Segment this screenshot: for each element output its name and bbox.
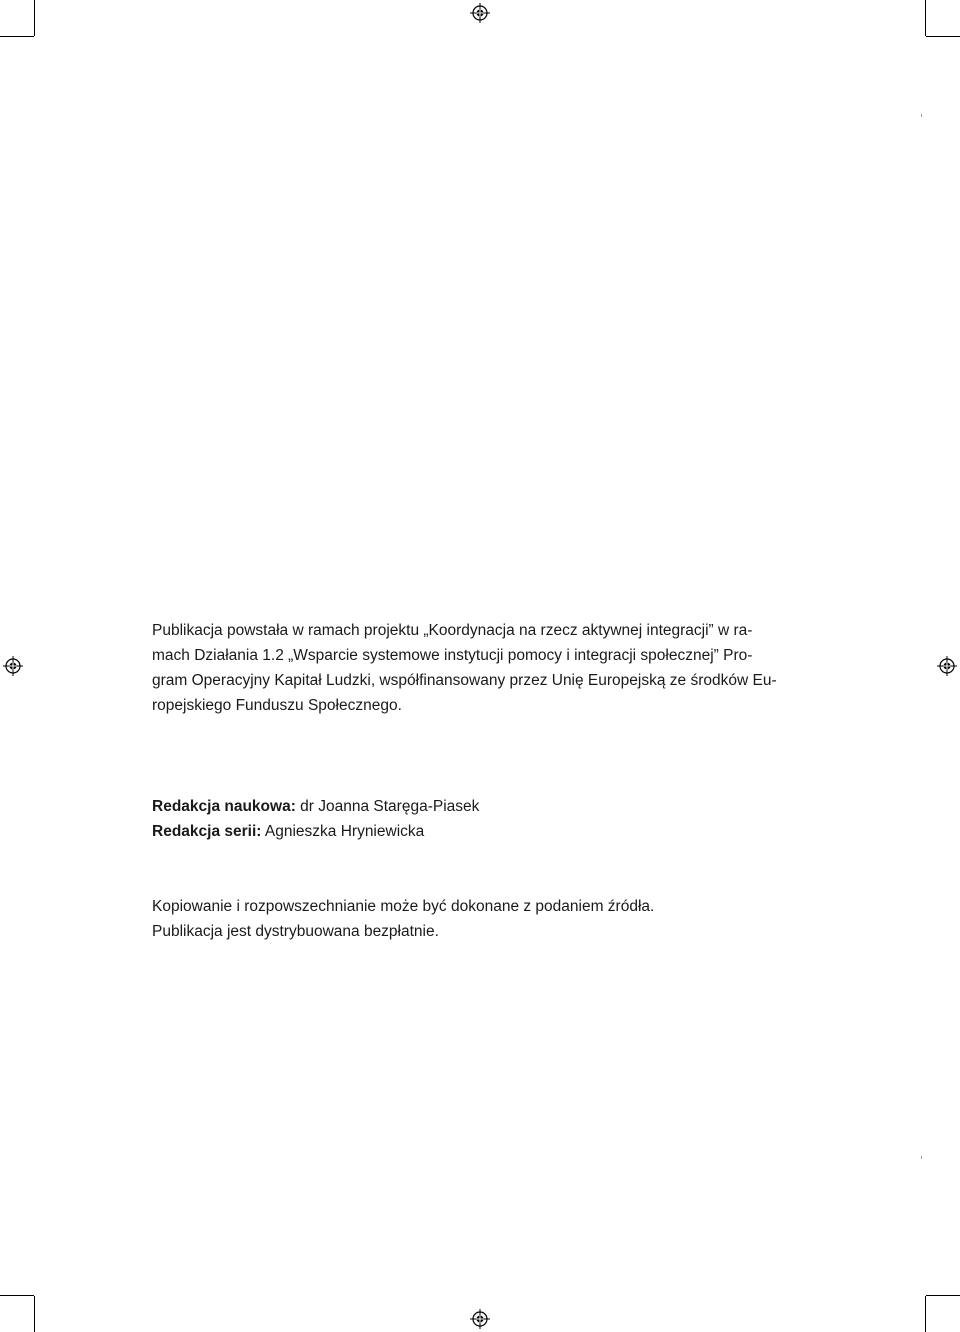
publication-info-paragraph <box>152 618 792 718</box>
editors-block <box>152 794 792 844</box>
crop-mark-bottom-left-vertical <box>34 1296 35 1332</box>
crop-mark-top-left-horizontal <box>0 36 34 37</box>
trim-tick-upper <box>921 114 922 117</box>
registration-mark-bottom-icon <box>470 1309 490 1329</box>
scientific-editor-value: dr Joanna Staręga-Piasek <box>295 798 480 815</box>
crop-mark-bottom-right-horizontal <box>926 1295 960 1296</box>
notices-block <box>152 894 792 944</box>
paragraph-line-3: gram Operacyjny Kapitał Ludzki, współfinansowany przez Unię Europejską ze środków Eu- <box>152 672 777 689</box>
trim-tick-lower <box>921 1156 922 1159</box>
series-editor-row <box>152 819 792 844</box>
copy-notice: Kopiowanie i rozpowszechnianie może być dokonane z podaniem źródła. <box>152 898 655 915</box>
crop-mark-top-left-vertical <box>34 0 35 36</box>
scientific-editor-row <box>152 794 792 819</box>
paragraph-line-2: mach Działania 1.2 „Wsparcie systemowe instytucji pomocy i integracji społecznej” Pro- <box>152 647 753 664</box>
crop-mark-bottom-left-horizontal <box>0 1295 34 1296</box>
registration-mark-right-icon <box>937 656 957 676</box>
crop-mark-top-right-horizontal <box>926 36 960 37</box>
series-editor-label: Redakcja serii: <box>152 823 262 840</box>
registration-mark-top-icon <box>470 3 490 23</box>
free-distribution-notice: Publikacja jest dystrybuowana bezpłatnie. <box>152 923 439 940</box>
registration-mark-left-icon <box>3 656 23 676</box>
crop-mark-top-right-vertical <box>925 0 926 36</box>
crop-mark-bottom-right-vertical <box>925 1296 926 1332</box>
paragraph-line-4: ropejskiego Funduszu Społecznego. <box>152 697 402 714</box>
paragraph-line-1: Publikacja powstała w ramach projektu „Koordynacja na rzecz aktywnej integracji” w ra- <box>152 622 753 639</box>
scientific-editor-label: Redakcja naukowa: <box>152 798 296 815</box>
series-editor-value: Agnieszka Hryniewicka <box>261 823 425 840</box>
